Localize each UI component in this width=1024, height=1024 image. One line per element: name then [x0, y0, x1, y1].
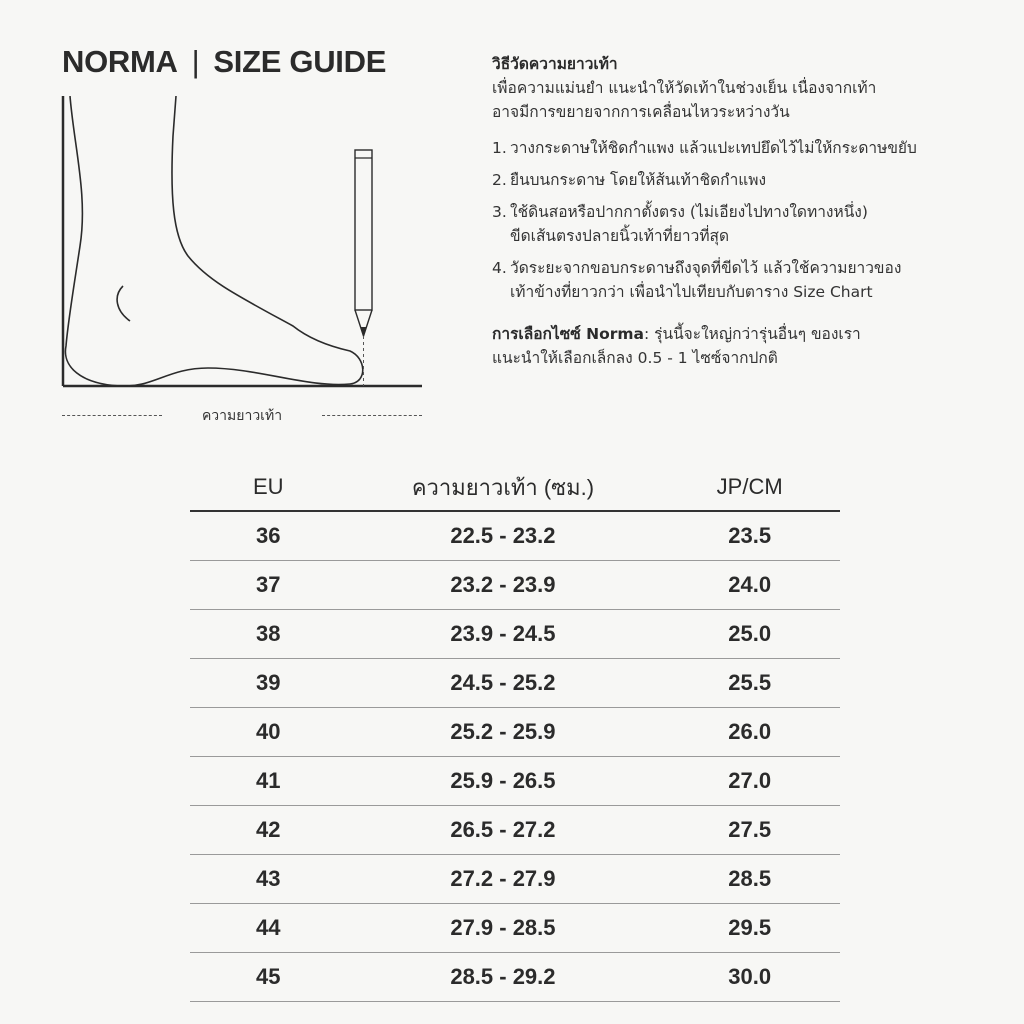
header-eu: EU [190, 464, 346, 511]
table-row [190, 855, 840, 904]
header-jp-cm: JP/CM [659, 464, 840, 511]
title-separator: | [191, 44, 200, 79]
eu-size-cell: 39 [190, 659, 346, 708]
instructions-intro-2: อาจมีการขยายจากการเคลื่อนไหวระหว่างวัน [492, 103, 790, 121]
step-item [492, 168, 992, 192]
jp-cm-cell: 25.5 [659, 659, 840, 708]
foot-length-cell: 25.9 - 26.5 [346, 757, 659, 806]
table-row [190, 511, 840, 561]
step-text: ยืนบนกระดาษ โดยให้ส้นเท้าชิดกำแพง [510, 171, 767, 189]
note-text-2: แนะนำให้เลือกเล็กลง 0.5 - 1 ไซซ์จากปกติ [492, 349, 778, 367]
step-number: 4. [492, 259, 507, 277]
note-text-1: : รุ่นนี้จะใหญ่กว่ารุ่นอื่นๆ ของเรา [644, 325, 861, 343]
step-number: 2. [492, 171, 507, 189]
brand-name: NORMA [62, 44, 178, 79]
dimension-dash-left [62, 415, 162, 416]
eu-size-cell: 45 [190, 953, 346, 1002]
eu-size-cell: 44 [190, 904, 346, 953]
table-row [190, 904, 840, 953]
measurement-instructions [492, 52, 992, 370]
table-row [190, 561, 840, 610]
jp-cm-cell: 26.0 [659, 708, 840, 757]
jp-cm-cell: 29.5 [659, 904, 840, 953]
table-row [190, 757, 840, 806]
jp-cm-cell: 30.0 [659, 953, 840, 1002]
foot-length-cell: 24.5 - 25.2 [346, 659, 659, 708]
jp-cm-cell: 25.0 [659, 610, 840, 659]
table-row [190, 806, 840, 855]
foot-length-cell: 26.5 - 27.2 [346, 806, 659, 855]
step-text: วัดระยะจากขอบกระดาษถึงจุดที่ขีดไว้ แล้วใช้ความยาวของ เท้าข้างที่ยาวกว่า เพื่อนำไปเทียบกับตาราง Size Chart [510, 259, 902, 301]
foot-length-cell: 25.2 - 25.9 [346, 708, 659, 757]
eu-size-cell: 42 [190, 806, 346, 855]
jp-cm-cell: 27.5 [659, 806, 840, 855]
step-text: ใช้ดินสอหรือปากกาตั้งตรง (ไม่เอียงไปทางใดทางหนึ่ง) ขีดเส้นตรงปลายนิ้วเท้าที่ยาวที่สุด [510, 203, 868, 245]
jp-cm-cell: 23.5 [659, 511, 840, 561]
eu-size-cell: 37 [190, 561, 346, 610]
pencil-icon [355, 150, 372, 336]
step-item [492, 136, 992, 160]
instructions-intro-1: เพื่อความแม่นยำ แนะนำให้วัดเท้าในช่วงเย็น เนื่องจากเท้า [492, 79, 877, 97]
jp-cm-cell: 28.5 [659, 855, 840, 904]
foot-diagram [58, 96, 428, 436]
step-number: 1. [492, 139, 507, 157]
eu-size-cell: 43 [190, 855, 346, 904]
steps-list [492, 136, 992, 304]
eu-size-cell: 38 [190, 610, 346, 659]
size-selection-note [492, 322, 992, 346]
foot-length-label: ความยาวเท้า [162, 405, 322, 427]
eu-size-cell: 40 [190, 708, 346, 757]
foot-length-dimension [62, 405, 422, 425]
instructions-heading: วิธีวัดความยาวเท้า [492, 55, 618, 73]
table-header-row [190, 464, 840, 511]
jp-cm-cell: 27.0 [659, 757, 840, 806]
step-item [492, 256, 992, 304]
foot-length-cell: 23.2 - 23.9 [346, 561, 659, 610]
foot-length-cell: 27.2 - 27.9 [346, 855, 659, 904]
table-row [190, 708, 840, 757]
ankle-mark [117, 286, 130, 321]
step-text: วางกระดาษให้ชิดกำแพง แล้วแปะเทปยึดไว้ไม่ให้กระดาษขยับ [510, 139, 917, 157]
header-foot-length: ความยาวเท้า (ซม.) [346, 464, 659, 511]
table-row [190, 659, 840, 708]
jp-cm-cell: 24.0 [659, 561, 840, 610]
page-title [62, 44, 386, 80]
step-number: 3. [492, 203, 507, 221]
foot-length-cell: 23.9 - 24.5 [346, 610, 659, 659]
note-label: การเลือกไซซ์ Norma [492, 325, 645, 343]
foot-length-cell: 27.9 - 28.5 [346, 904, 659, 953]
table-row [190, 610, 840, 659]
foot-measurement-illustration [58, 96, 428, 436]
dimension-dash-right [322, 415, 422, 416]
foot-length-cell: 22.5 - 23.2 [346, 511, 659, 561]
eu-size-cell: 41 [190, 757, 346, 806]
step-item [492, 200, 992, 248]
table-row [190, 953, 840, 1002]
eu-size-cell: 36 [190, 511, 346, 561]
guide-title: SIZE GUIDE [213, 44, 387, 79]
foot-icon [65, 96, 362, 386]
size-chart-table [190, 464, 840, 1002]
foot-length-cell: 28.5 - 29.2 [346, 953, 659, 1002]
